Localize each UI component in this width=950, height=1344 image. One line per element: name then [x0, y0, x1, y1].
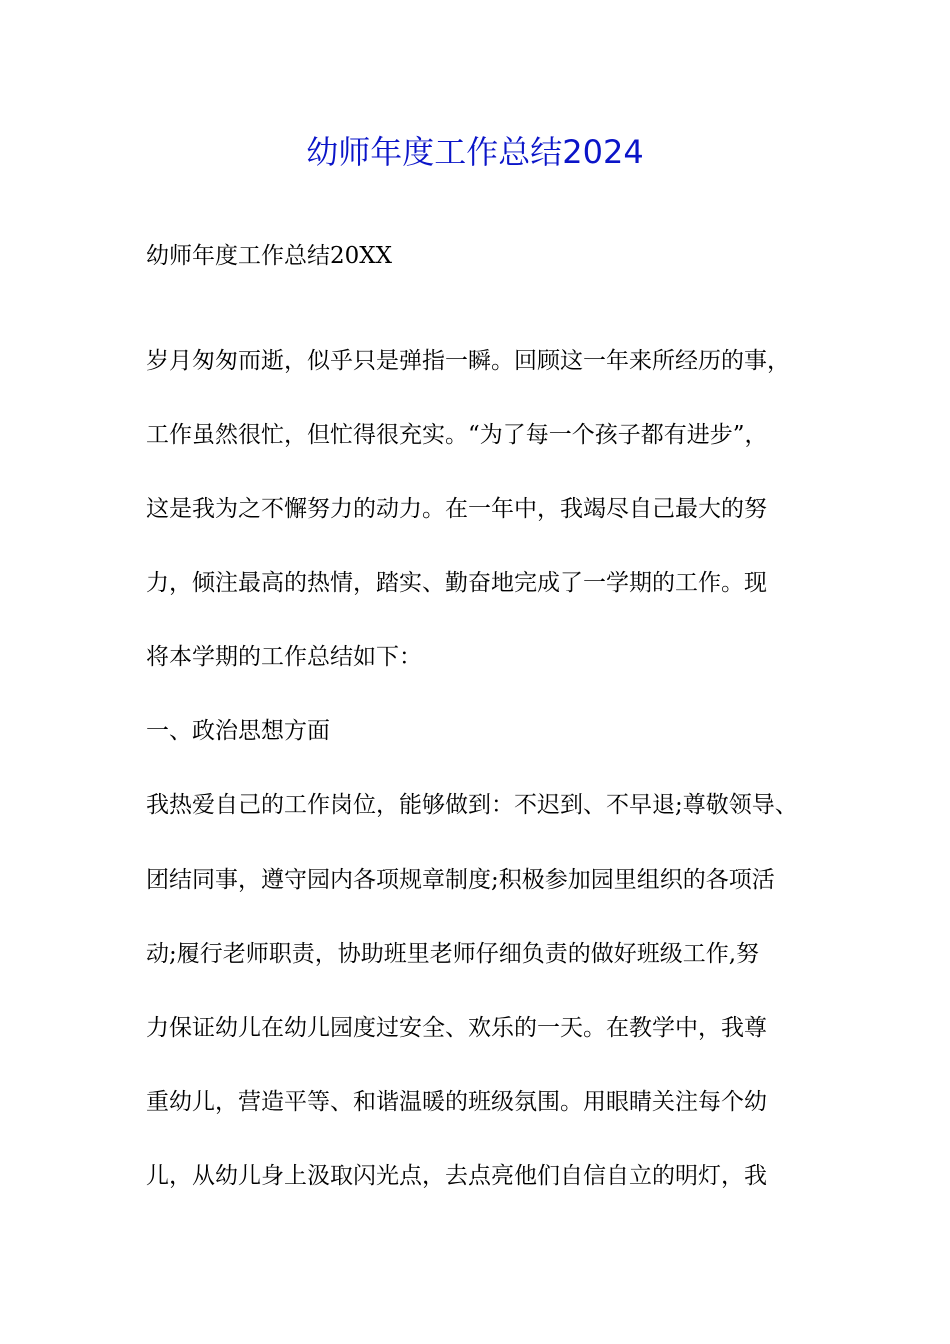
- paragraph-line: 这是我为之不懈努力的动力。在一年中，我竭尽自己最大的努: [146, 496, 767, 522]
- paragraph-line: 力，倾注最高的热情，踏实、勤奋地完成了一学期的工作。现: [146, 570, 767, 596]
- paragraph-line: 将本学期的工作总结如下：: [146, 644, 422, 670]
- document-title: 幼师年度工作总结2024: [306, 133, 644, 171]
- paragraph-line: 儿，从幼儿身上汲取闪光点，去点亮他们自信自立的明灯，我: [146, 1163, 767, 1189]
- paragraph-line: 工作虽然很忙，但忙得很充实。“为了每一个孩子都有进步”，: [146, 422, 768, 448]
- paragraph-line: 我热爱自己的工作岗位，能够做到：不迟到、不早退;尊敬领导、: [146, 792, 798, 818]
- paragraph-line: 动;履行老师职责，协助班里老师仔细负责的做好班级工作,努: [146, 941, 760, 967]
- subtitle-line: 幼师年度工作总结20XX: [146, 243, 393, 269]
- paragraph-line: 团结同事，遵守园内各项规章制度;积极参加园里组织的各项活: [146, 867, 775, 893]
- paragraph-line: 重幼儿，营造平等、和谐温暖的班级氛围。用眼睛关注每个幼: [146, 1089, 767, 1115]
- paragraph-line: 岁月匆匆而逝，似乎只是弹指一瞬。回顾这一年来所经历的事，: [146, 348, 790, 374]
- section-heading: 一、政治思想方面: [146, 718, 330, 744]
- paragraph-line: 力保证幼儿在幼儿园度过安全、欢乐的一天。在教学中，我尊: [146, 1015, 767, 1041]
